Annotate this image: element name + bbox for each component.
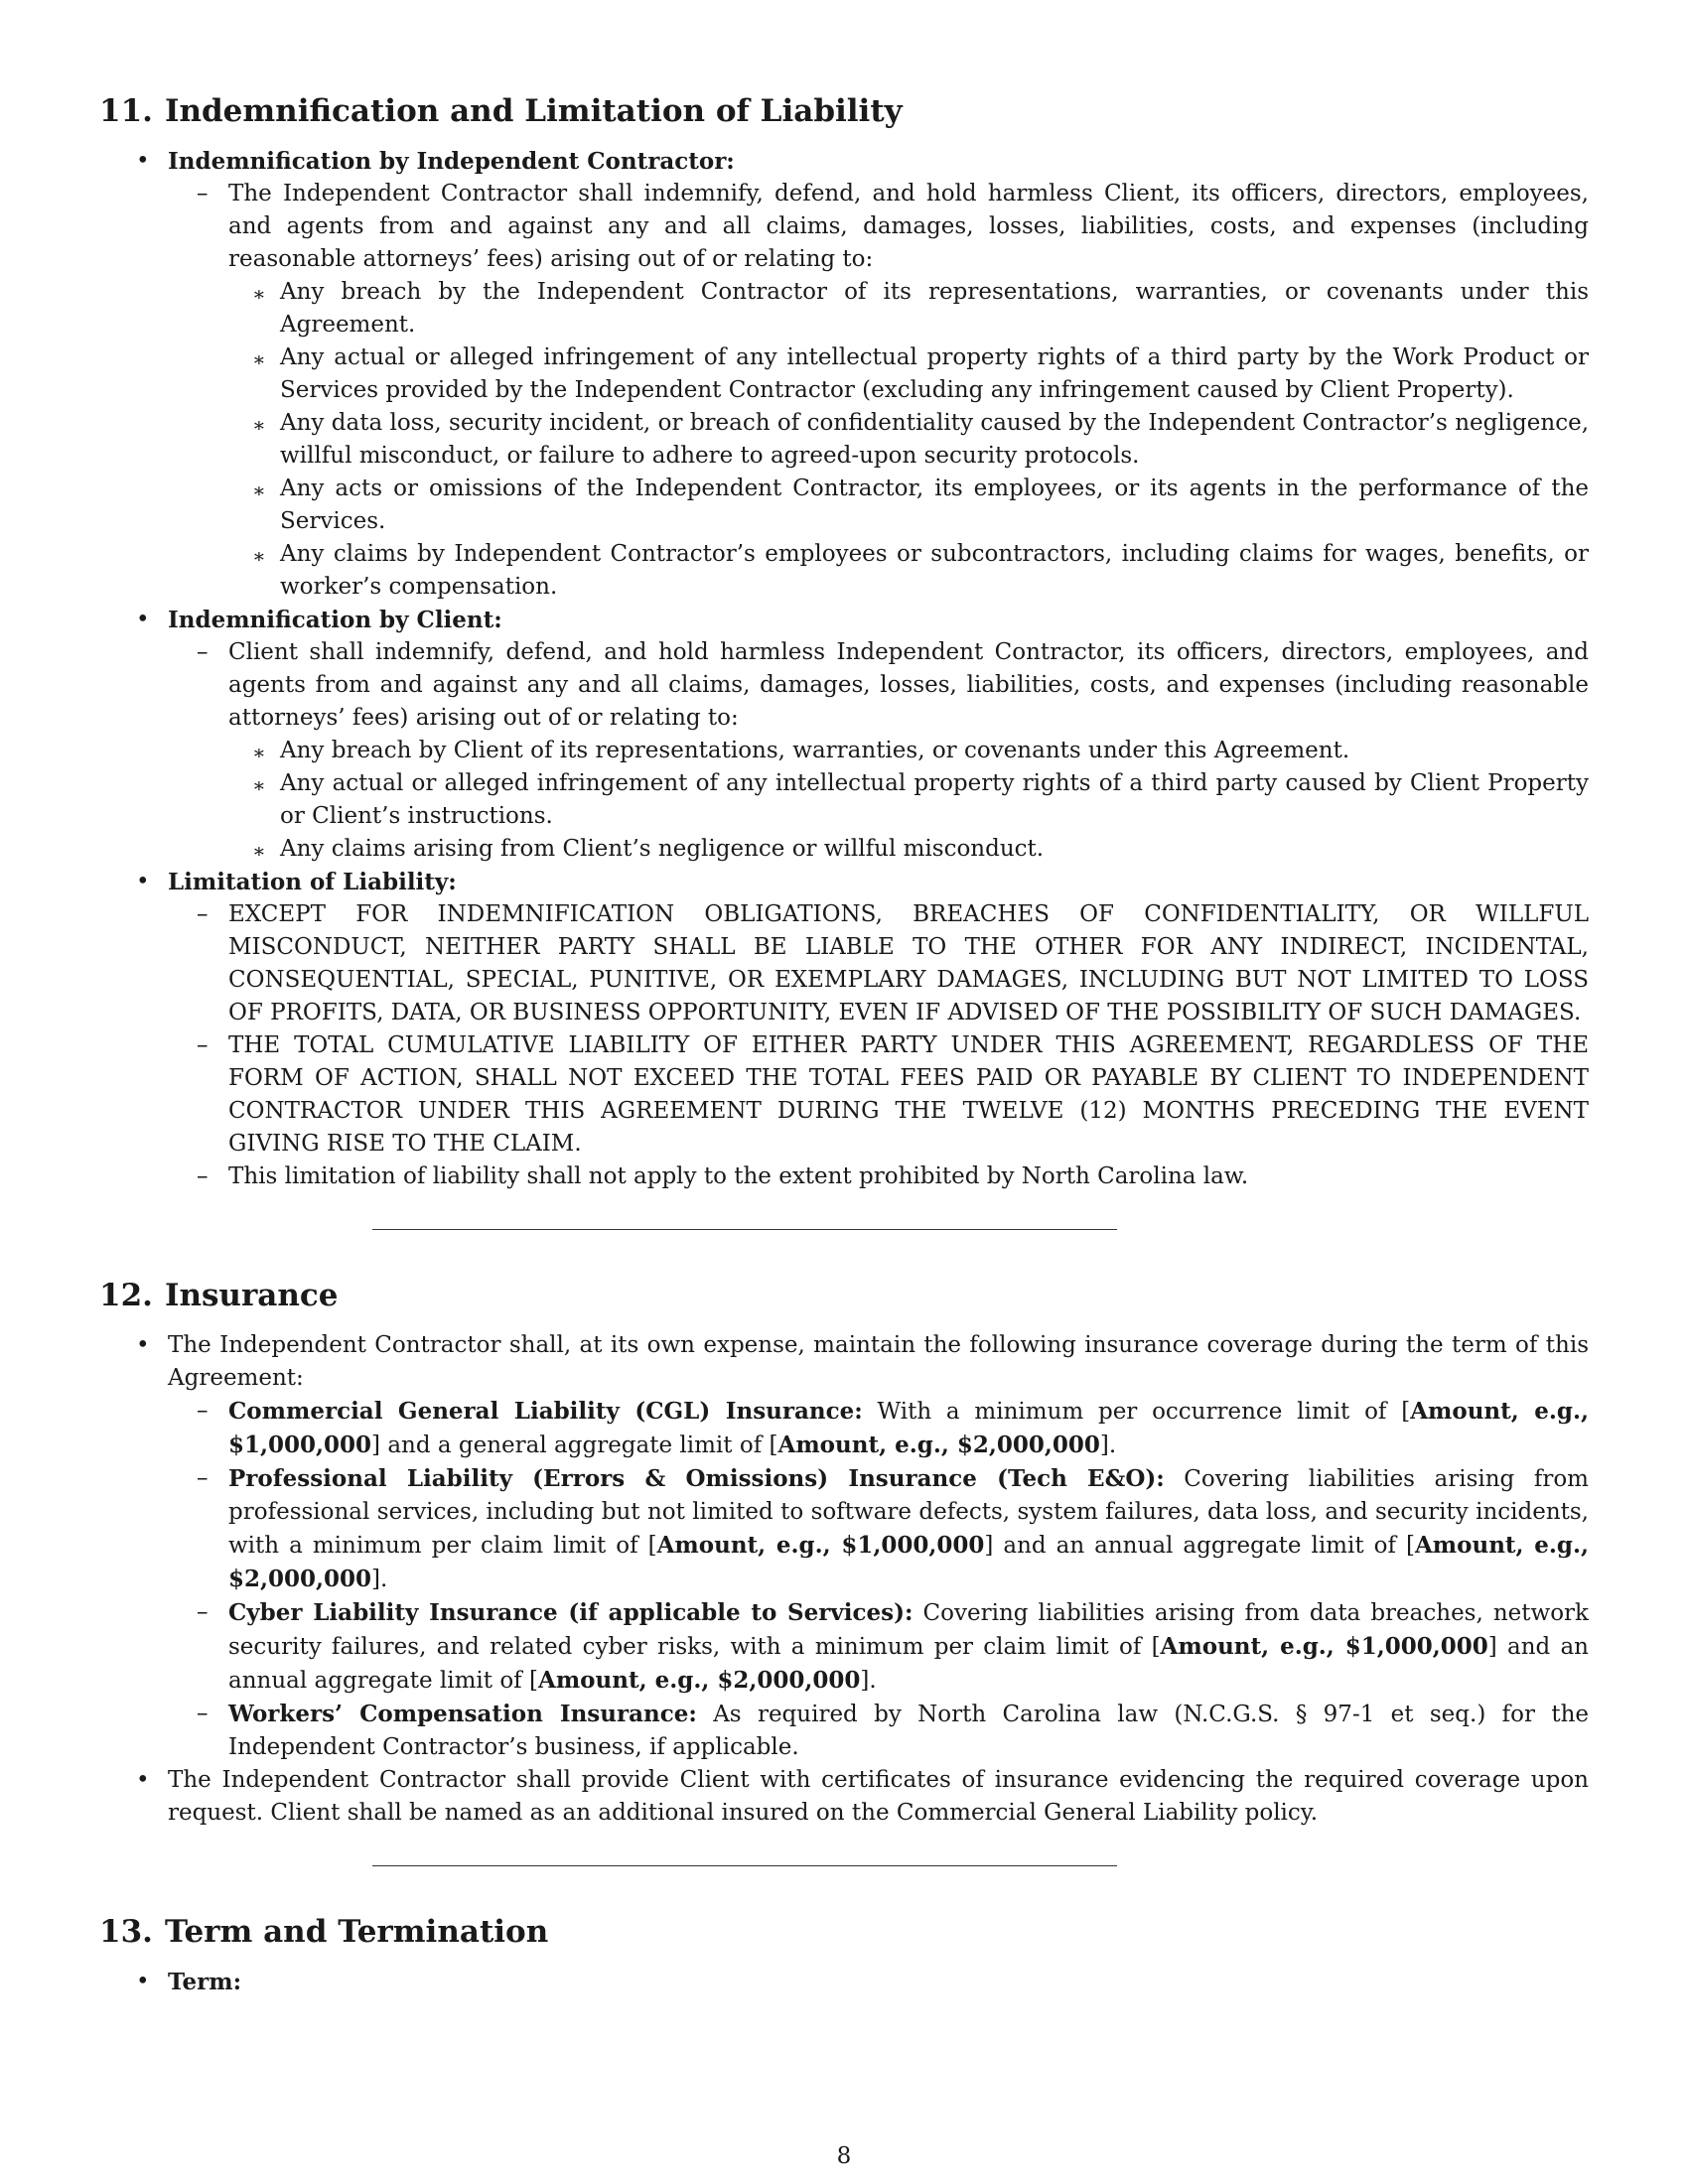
section-divider: [372, 1865, 1117, 1866]
paragraph: Any breach by Client of its representations, warranties, or covenants under this Agreement.: [280, 738, 1350, 763]
list-item: [168, 898, 1589, 1029]
coverage-label: Commercial General Liability (CGL) Insurance:: [228, 1398, 863, 1425]
text-run: ].: [1099, 1433, 1117, 1458]
asterisk-icon: ∗: [252, 413, 266, 437]
section-13-heading: [99, 1912, 1589, 1952]
bullet-icon: •: [136, 607, 150, 632]
text-run: ] and an annual aggregate limit of [: [984, 1533, 1415, 1559]
list-item: [168, 636, 1589, 866]
list-item: [99, 604, 1589, 866]
section-divider: [372, 1229, 1117, 1230]
paragraph: EXCEPT FOR INDEMNIFICATION OBLIGATIONS, BREACHES OF CONFIDENTIALITY, OR WILLFUL MISCONDUCT, NEITHER PARTY SHALL BE LIABLE TO THE OTHER FOR ANY INDIRECT, INCIDENTAL, CONSEQUENTIAL, SPECIAL, PUNITIVE, OR EXEMPLARY DAMAGES, INCLUDING BUT NOT LIMITED TO LOSS OF PROFITS, DATA, OR BUSINESS OPPORTUNITY, EVEN IF ADVISED OF THE POSSIBILITY OF SUCH DAMAGES.: [228, 901, 1589, 1025]
text-run: ].: [371, 1567, 388, 1592]
list-item: [168, 1462, 1589, 1596]
list-item: [99, 866, 1589, 1193]
list-item: [99, 145, 1589, 604]
text-run: With a minimum per occurrence limit of [: [862, 1399, 1411, 1425]
section-11-heading: [99, 91, 1589, 131]
section-number: 11.: [99, 93, 153, 129]
page-number: 8: [836, 2143, 852, 2169]
amount-placeholder: Amount, e.g., $1,000,000: [1160, 1633, 1488, 1660]
paragraph: Any acts or omissions of the Independent Contractor, its employees, or its agents in the performance of the Services.: [280, 476, 1589, 534]
dash-icon: –: [197, 1599, 209, 1625]
section-11-list: [99, 145, 1589, 1193]
subheading: Term:: [168, 1969, 242, 1995]
text-run: Covering liabilities arising from data breaches, network security failures, and related cyber risks, with a minimum per claim limit of [: [228, 1600, 1589, 1660]
text-run: ] and an annual aggregate limit of [: [228, 1634, 1589, 1694]
coverage-label: Professional Liability (Errors & Omissions) Insurance (Tech E&O):: [228, 1465, 1165, 1492]
list-item: [168, 1698, 1589, 1764]
asterisk-icon: ∗: [252, 282, 266, 306]
paragraph: Any breach by the Independent Contractor of its representations, warranties, or covenants under this Agreement.: [280, 279, 1589, 338]
paragraph: Any actual or alleged infringement of any intellectual property rights of a third party by the Work Product or Services provided by the Independent Contractor (excluding any infringement caused by Client Property).: [280, 344, 1589, 403]
section-number: 13.: [99, 1914, 153, 1950]
bullet-icon: •: [136, 1767, 150, 1793]
list-item: [228, 407, 1589, 473]
paragraph: Any claims arising from Client’s negligence or willful misconduct.: [280, 836, 1045, 862]
list-item: [99, 1329, 1589, 1764]
list-item: [168, 1029, 1589, 1160]
subheading: Indemnification by Client:: [168, 607, 502, 633]
amount-placeholder: Amount, e.g., $1,000,000: [656, 1532, 985, 1559]
list-item: [228, 473, 1589, 538]
section-title: Insurance: [164, 1278, 339, 1313]
asterisk-icon: ∗: [252, 773, 266, 797]
coverage-label: Workers’ Compensation Insurance:: [228, 1701, 697, 1727]
dash-icon: –: [197, 1465, 209, 1491]
list-item: [228, 767, 1589, 833]
dash-icon: –: [197, 1163, 209, 1189]
paragraph: The Independent Contractor shall, at its own expense, maintain the following insurance coverage during the term of this Agreement:: [168, 1332, 1589, 1391]
section-13-list: [99, 1966, 1589, 1998]
bullet-icon: •: [136, 148, 150, 174]
amount-placeholder: Amount, e.g., $2,000,000: [777, 1432, 1100, 1458]
amount-placeholder: Amount, e.g., $2,000,000: [537, 1667, 861, 1694]
subheading: Limitation of Liability:: [168, 869, 457, 895]
paragraph: [228, 1462, 1589, 1596]
list-item: [228, 276, 1589, 341]
section-12-list: [99, 1329, 1589, 1830]
dash-icon: –: [197, 181, 209, 206]
list-item: [99, 1764, 1589, 1830]
paragraph: [228, 1395, 1589, 1462]
section-title: Indemnification and Limitation of Liability: [164, 93, 903, 129]
text-run: Covering liabilities arising from professional services, including but not limited to software defects, system failures, data loss, and security incidents, with a minimum per claim limit of [: [228, 1466, 1589, 1559]
asterisk-icon: ∗: [252, 478, 266, 502]
list-item: [168, 1596, 1589, 1698]
dash-icon: –: [197, 1032, 209, 1058]
document-page: [99, 91, 1589, 1998]
amount-placeholder: Amount, e.g., $2,000,000: [228, 1532, 1589, 1592]
section-number: 12.: [99, 1278, 153, 1313]
list-item: [168, 178, 1589, 604]
coverage-label: Cyber Liability Insurance (if applicable to Services):: [228, 1599, 914, 1626]
paragraph: This limitation of liability shall not apply to the extent prohibited by North Carolina law.: [228, 1163, 1249, 1189]
list-item: [168, 1395, 1589, 1462]
bullet-icon: •: [136, 1969, 150, 1994]
amount-placeholder: Amount, e.g., $1,000,000: [228, 1398, 1589, 1458]
list-item: [228, 735, 1589, 767]
list-item: [99, 1966, 1589, 1998]
paragraph: Any data loss, security incident, or breach of confidentiality caused by the Independent Contractor’s negligence, willful misconduct, or failure to adhere to agreed-upon security protocols.: [280, 410, 1589, 469]
paragraph: [228, 1698, 1589, 1764]
list-item: [228, 538, 1589, 604]
text-run: ].: [860, 1668, 877, 1694]
asterisk-icon: ∗: [252, 741, 266, 764]
section-title: Term and Termination: [164, 1914, 549, 1950]
text-run: As required by North Carolina law (N.C.G.S. § 97-1 et seq.) for the Independent Contractor’s business, if applicable.: [228, 1702, 1590, 1760]
paragraph: Any claims by Independent Contractor’s employees or subcontractors, including claims for wages, benefits, or worker’s compensation.: [280, 541, 1589, 600]
list-item: [168, 1160, 1589, 1193]
paragraph: [228, 1596, 1589, 1698]
asterisk-icon: ∗: [252, 839, 266, 863]
dash-icon: –: [197, 639, 209, 665]
bullet-icon: •: [136, 1332, 150, 1358]
asterisk-icon: ∗: [252, 347, 266, 371]
asterisk-icon: ∗: [252, 544, 266, 568]
paragraph: Client shall indemnify, defend, and hold harmless Independent Contractor, its officers, directors, employees, and agents from and against any and all claims, damages, losses, liabilities, costs, and expenses (including reasonable attorneys’ fees) arising out of or relating to:: [228, 639, 1589, 731]
dash-icon: –: [197, 1398, 209, 1424]
dash-icon: –: [197, 1701, 209, 1726]
paragraph: The Independent Contractor shall indemnify, defend, and hold harmless Client, its officers, directors, employees, and agents from and against any and all claims, damages, losses, liabilities, costs, and expenses (including reasonable attorneys’ fees) arising out of or relating to:: [228, 181, 1589, 272]
bullet-icon: •: [136, 869, 150, 894]
paragraph: Any actual or alleged infringement of any intellectual property rights of a third party caused by Client Property or Client’s instructions.: [280, 770, 1589, 829]
list-item: [228, 833, 1589, 866]
dash-icon: –: [197, 901, 209, 927]
subheading: Indemnification by Independent Contractor:: [168, 148, 735, 175]
text-run: ] and a general aggregate limit of [: [371, 1433, 778, 1458]
list-item: [228, 341, 1589, 407]
paragraph: The Independent Contractor shall provide Client with certificates of insurance evidencing the required coverage upon request. Client shall be named as an additional insured on the Commercial General Liability policy.: [168, 1767, 1589, 1826]
section-12-heading: [99, 1276, 1589, 1315]
paragraph: THE TOTAL CUMULATIVE LIABILITY OF EITHER PARTY UNDER THIS AGREEMENT, REGARDLESS OF THE FORM OF ACTION, SHALL NOT EXCEED THE TOTAL FEES PAID OR PAYABLE BY CLIENT TO INDEPENDENT CONTRACTOR UNDER THIS AGREEMENT DURING THE TWELVE (12) MONTHS PRECEDING THE EVENT GIVING RISE TO THE CLAIM.: [228, 1032, 1589, 1157]
